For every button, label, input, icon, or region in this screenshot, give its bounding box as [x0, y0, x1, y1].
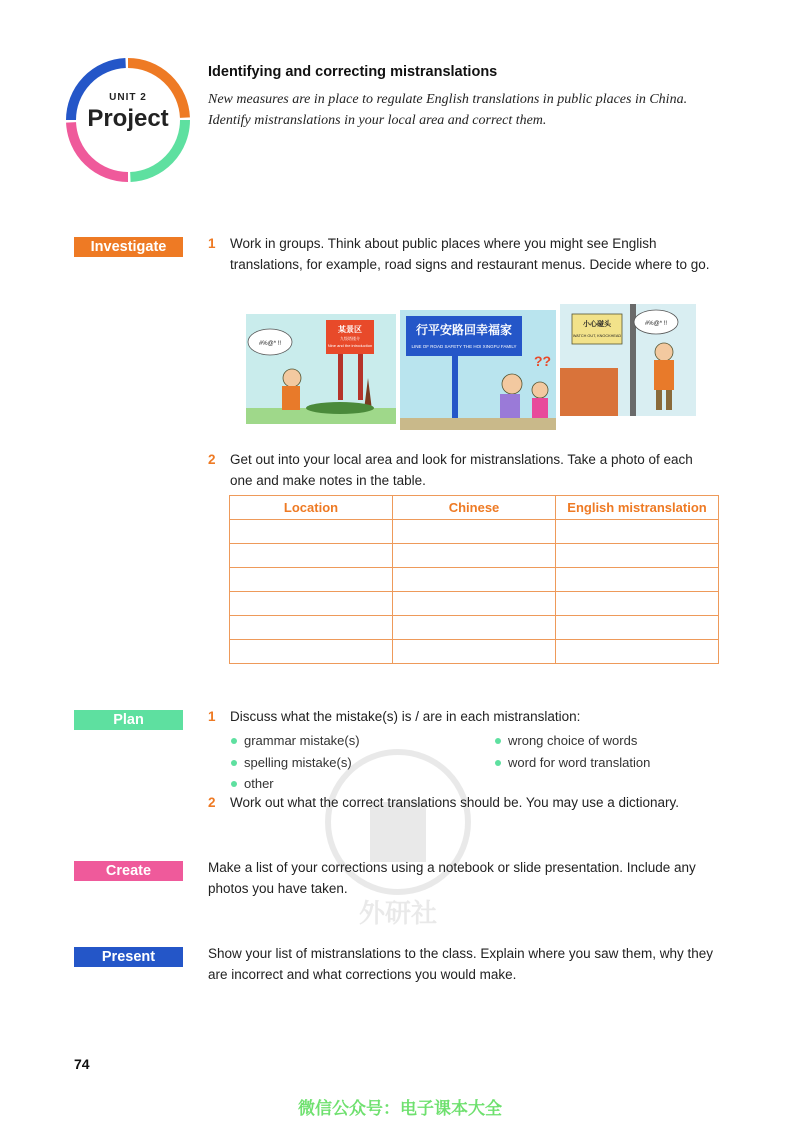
- column-header-english-mistranslation: English mistranslation: [556, 496, 719, 520]
- investigate-label: Investigate: [74, 237, 183, 257]
- table-cell[interactable]: [393, 568, 556, 592]
- sign2-english: LINE OF ROAD SAFETY THE HOI XINGFU FAMILY: [411, 344, 517, 349]
- unit-label: UNIT 2: [109, 92, 147, 103]
- sign3-english: WATCH OUT, KNOCKHEAD: [572, 334, 622, 338]
- project-title: Project: [87, 105, 169, 132]
- table-cell[interactable]: [230, 520, 393, 544]
- table-cell[interactable]: [230, 592, 393, 616]
- table-cell[interactable]: [230, 568, 393, 592]
- table-cell[interactable]: [556, 568, 719, 592]
- step-text: Discuss what the mistake(s) is / are in each mistranslation:: [230, 709, 581, 724]
- watermark-text: 外研社: [358, 898, 438, 928]
- panel-caution-sign: [560, 304, 696, 416]
- investigate-step-2: [208, 449, 718, 491]
- table-cell[interactable]: [393, 592, 556, 616]
- plan-step-1: [208, 706, 718, 727]
- create-text: Make a list of your corrections using a notebook or slide presentation. Include any photos you have taken.: [208, 860, 696, 896]
- svg-text:??: ??: [534, 353, 552, 369]
- table-cell[interactable]: [393, 640, 556, 664]
- investigate-step-1: [208, 233, 718, 275]
- step-text: Work out what the correct translations should be. You may use a dictionary.: [230, 795, 679, 810]
- table-cell[interactable]: [556, 616, 719, 640]
- table-row: [230, 544, 719, 568]
- table-row: [230, 640, 719, 664]
- panel-road-sign: [400, 310, 556, 430]
- sign3-chinese: 小心碰头: [583, 321, 611, 328]
- present-label: Present: [74, 947, 183, 967]
- list-item: grammar mistake(s): [230, 730, 360, 752]
- column-header-chinese: Chinese: [393, 496, 556, 520]
- table-cell[interactable]: [556, 544, 719, 568]
- panel-scenic-sign: [246, 314, 396, 424]
- list-item: word for word translation: [494, 752, 650, 774]
- table-cell[interactable]: [556, 592, 719, 616]
- step-number: 2: [208, 795, 216, 810]
- present-text: Show your list of mistranslations to the class. Explain where you saw them, why they are incorrect and what corrections you would make.: [208, 946, 713, 982]
- sign1-chinese: 某景区: [338, 325, 362, 334]
- list-item: wrong choice of words: [494, 730, 650, 752]
- list-item: other: [230, 773, 360, 795]
- speech-bubble-1: #%@* !!: [258, 341, 282, 347]
- section-intro: New measures are in place to regulate English translations in public places in China. Identify mistranslations in your local area and correct them.: [208, 92, 688, 128]
- create-label: Create: [74, 861, 183, 881]
- table-cell[interactable]: [556, 520, 719, 544]
- step-number: 2: [208, 452, 216, 467]
- table-row: [230, 520, 719, 544]
- plan-label: Plan: [74, 710, 183, 730]
- sign2-chinese: 行平安路回幸福家: [415, 323, 513, 337]
- table-cell[interactable]: [556, 640, 719, 664]
- sign1-sub: 九级塔楼介: [340, 336, 360, 341]
- speech-bubble-2: #%@* !!: [644, 321, 668, 327]
- list-item: spelling mistake(s): [230, 752, 360, 774]
- table-row: [230, 592, 719, 616]
- footer-watermark-text: 微信公众号：电子课本大全: [298, 1099, 502, 1118]
- table-cell[interactable]: [230, 544, 393, 568]
- step-number: 1: [208, 236, 216, 251]
- table-cell[interactable]: [393, 544, 556, 568]
- plan-step-2: [208, 792, 718, 813]
- table-row: [230, 616, 719, 640]
- column-header-location: Location: [230, 496, 393, 520]
- table-row: [230, 568, 719, 592]
- step-text: Work in groups. Think about public places where you might see English translations, for example, road signs and restaurant menus. Decide where to go.: [230, 236, 710, 272]
- sign1-english: Nine and the introduction: [327, 343, 373, 348]
- table-cell[interactable]: [230, 616, 393, 640]
- table-cell[interactable]: [230, 640, 393, 664]
- table-cell[interactable]: [393, 520, 556, 544]
- step-number: 1: [208, 709, 216, 724]
- mistranslated-signs-illustration: [244, 300, 700, 434]
- table-cell[interactable]: [393, 616, 556, 640]
- table-header-row: [230, 496, 719, 520]
- mistranslation-notes-table: [229, 495, 719, 664]
- page-number: 74: [74, 1056, 90, 1072]
- section-title: Identifying and correcting mistranslations: [208, 64, 498, 80]
- step-text: Get out into your local area and look for mistranslations. Take a photo of each one and make notes in the table.: [230, 452, 693, 488]
